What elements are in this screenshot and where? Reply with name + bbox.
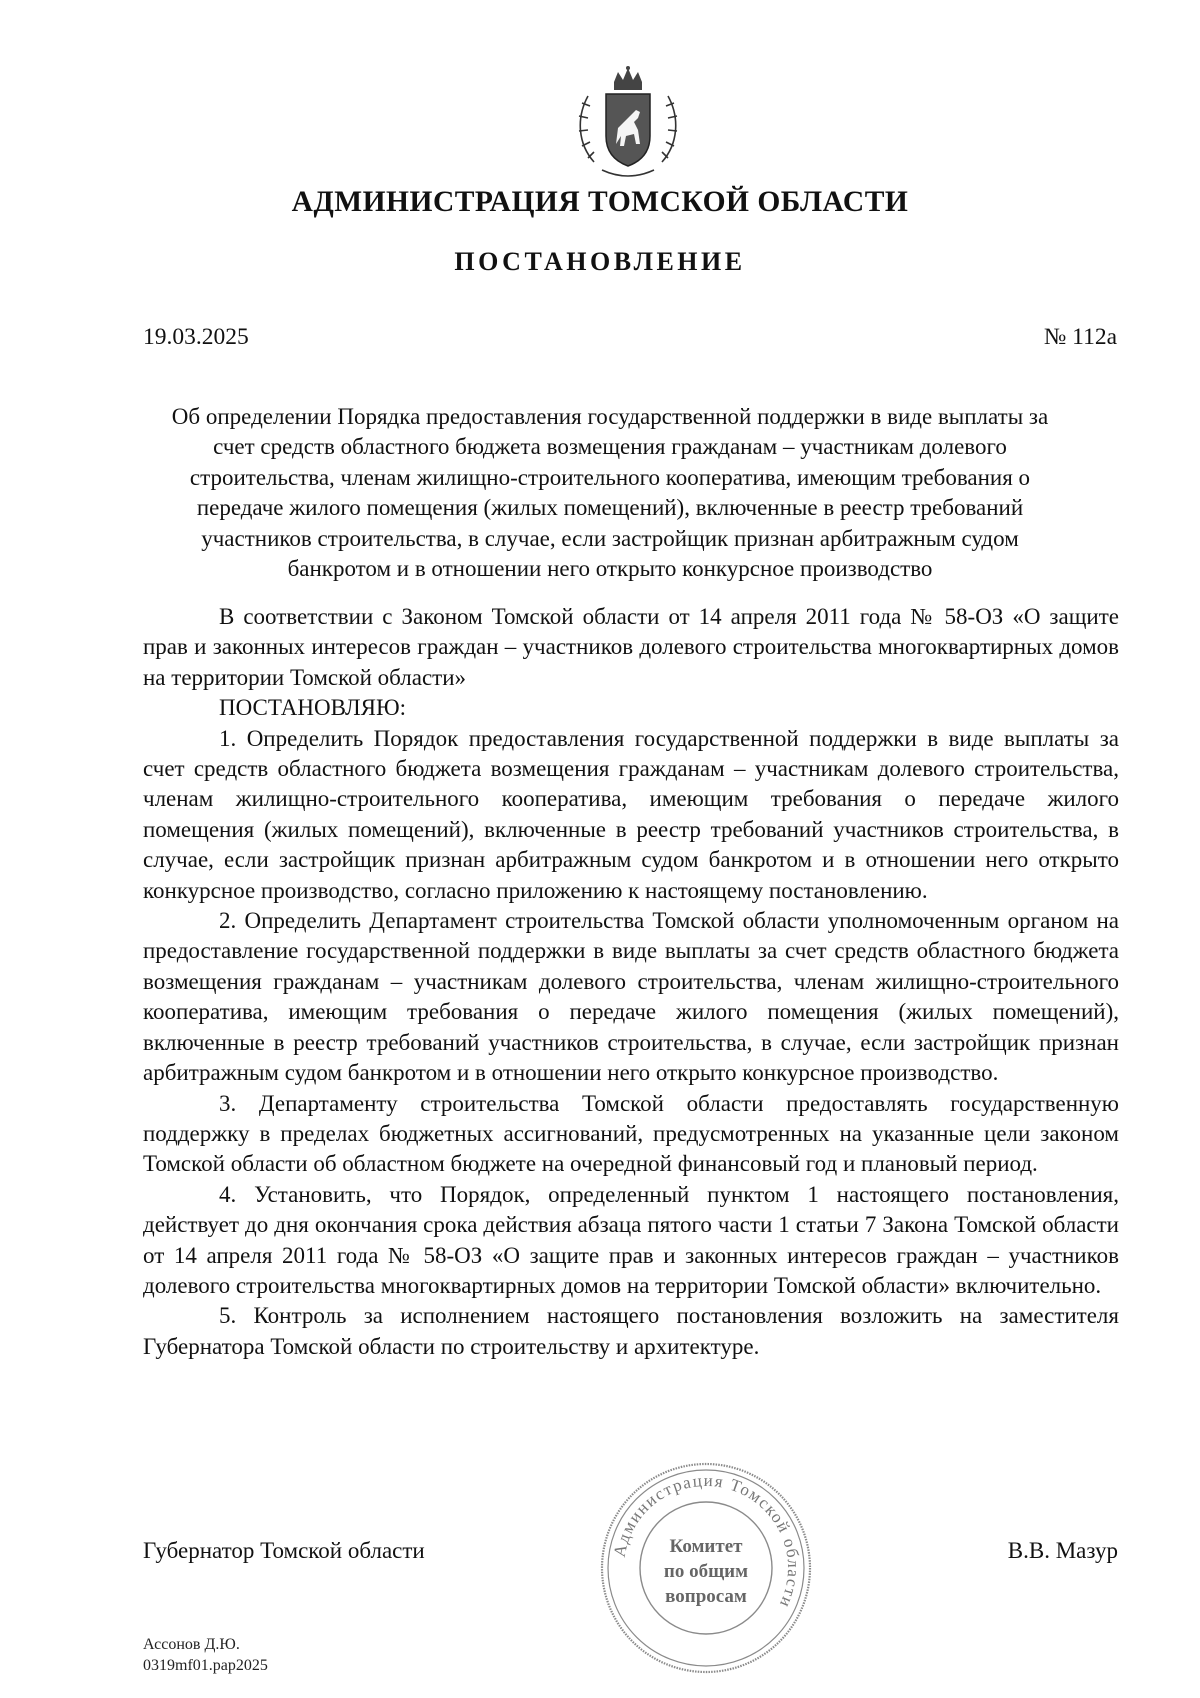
document-date: 19.03.2025	[143, 324, 249, 350]
signatory-position: Губернатор Томской области	[143, 1538, 425, 1563]
document-type-title: ПОСТАНОВЛЕНИЕ	[454, 247, 746, 276]
item-paragraph: 5. Контроль за исполнением настоящего постановления возложить на заместителя Губернатора Томской области по строительству и архитектуре.	[143, 1303, 1119, 1359]
item-paragraph: 1. Определить Порядок предоставления государственной поддержки в виде выплаты за счет средств областного бюджета возмещения гражданам – участникам долевого строительства, членам жилищно-строительного кооператива, имеющим требования о передаче жилого помещения (жилых помещений), включенные в реестр требований участников строительства, в случае, если застройщик признан арбитражным судом банкротом и в отношении него открыто конкурсное производство, согласно приложению к настоящему постановлению.	[143, 725, 1119, 903]
file-code: 0319mf01.pap2025	[143, 1657, 268, 1674]
item-paragraph: 3. Департаменту строительства Томской области предоставлять государственную поддержку в пределах бюджетных ассигнований, предусмотренных на указанные цели законом Томской области об областном бюджете на очередной финансовый год и плановый период.	[143, 1090, 1119, 1177]
document-number: № 112а	[1043, 324, 1117, 350]
executor-name: Ассонов Д.Ю.	[143, 1636, 240, 1653]
seal-center-line: по общим	[663, 1561, 749, 1582]
document-body	[143, 602, 1119, 1362]
organization-title: АДМИНИСТРАЦИЯ ТОМСКОЙ ОБЛАСТИ	[291, 186, 909, 218]
preamble-paragraph: В соответствии с Законом Томской области от 14 апреля 2011 года № 58-ОЗ «О защите прав и законных интересов граждан – участников долевого строительства многоквартирных домов на территории Томской области»	[143, 604, 1119, 690]
item-paragraph: 2. Определить Департамент строительства Томской области уполномоченным органом на предоставление государственной поддержки в виде выплаты за счет средств областного бюджета возмещения гражданам – участникам долевого строительства, членам жилищно-строительного кооператива, имеющим требования о передаче жилого помещения (жилых помещений), включенные в реестр требований участников строительства, в случае, если застройщик признан арбитражным судом банкротом и в отношении него открыто конкурсное производство.	[143, 908, 1119, 1086]
coat-of-arms-icon	[568, 66, 688, 184]
seal-center-line: вопросам	[665, 1586, 747, 1607]
signatory-name: В.В. Мазур	[1007, 1538, 1118, 1563]
executor-footer	[143, 1634, 268, 1676]
document-subject: Об определении Порядка предоставления государственной поддержки в виде выплаты за счет средств областного бюджета возмещения гражданам – участникам долевого строительства, членам жилищно-строительного кооператива, имеющим требования о передаче жилого помещения (жилых помещений), включенные в реестр требований участников строительства, в случае, если застройщик признан арбитражным судом банкротом и в отношении него открыто конкурсное производство	[171, 404, 1049, 582]
decree-word: ПОСТАНОВЛЯЮ:	[219, 695, 407, 721]
official-seal-icon	[598, 1460, 814, 1676]
item-paragraph: 4. Установить, что Порядок, определенный пунктом 1 настоящего постановления, действует до дня окончания срока действия абзаца пятого части 1 статьи 7 Закона Томской области от 14 апреля 2011 года № 58-ОЗ «О защите прав и законных интересов граждан – участников долевого строительства многоквартирных домов на территории Томской области» включительно.	[143, 1181, 1119, 1298]
seal-ring-text: Администрация Томской области	[609, 1470, 804, 1612]
seal-center-line: Комитет	[669, 1536, 743, 1557]
